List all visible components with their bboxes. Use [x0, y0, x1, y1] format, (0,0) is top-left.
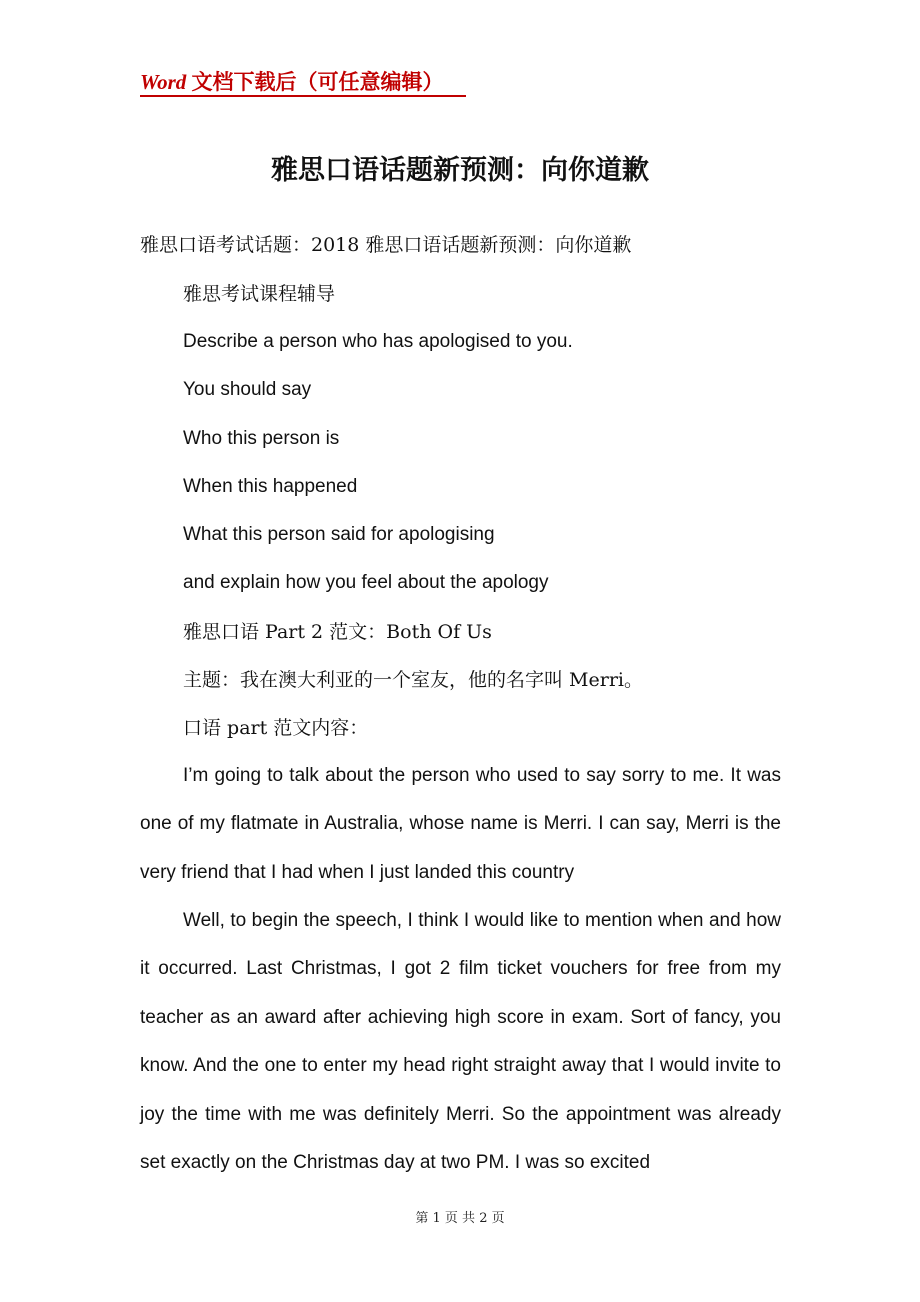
- course-line: 雅思考试课程辅导: [183, 283, 336, 305]
- header-underline: [140, 95, 466, 97]
- cue-card-line: and explain how you feel about the apology: [183, 572, 549, 593]
- page-title: 雅思口语话题新预测：向你道歉: [271, 155, 649, 186]
- content-heading: 口语 part 范文内容：: [183, 717, 369, 739]
- page-footer: 第 1 页 共 2 页: [415, 1211, 505, 1226]
- sample-heading: 雅思口语 Part 2 范文：Both Of Us: [183, 621, 492, 643]
- cue-card-line: Describe a person who has apologised to you.: [183, 331, 573, 352]
- cue-card-line: Who this person is: [183, 428, 340, 449]
- cue-card-line: When this happened: [183, 476, 358, 497]
- cue-card-line: What this person said for apologising: [183, 524, 495, 545]
- intro-line: 雅思口语考试话题：2018 雅思口语话题新预测：向你道歉: [140, 234, 632, 256]
- cue-card-line: You should say: [183, 379, 312, 400]
- header-text: 文档下载后（可任意编辑）: [186, 70, 444, 94]
- document-header: [140, 66, 444, 96]
- header-word: Word: [140, 70, 187, 94]
- body-paragraph: I’m going to talk about the person who used to say sorry to me. It was one of my flatmate in Australia, whose name is Merri. I can say, Merri is the very friend that I had when I just landed this country: [140, 765, 781, 883]
- body-paragraph: Well, to begin the speech, I think I would like to mention when and how it occurred. Last Christmas, I got 2 film ticket vouchers for free from my teacher as an award after achieving high score in exam. Sort of fancy, you know. And the one to enter my head right straight away that I would invite to joy the time with me was definitely Merri. So the appointment was already set exactly on the Christmas day at two PM. I was so excited: [140, 910, 781, 1174]
- theme-line: 主题：我在澳大利亚的一个室友，他的名字叫 Merri。: [183, 669, 643, 691]
